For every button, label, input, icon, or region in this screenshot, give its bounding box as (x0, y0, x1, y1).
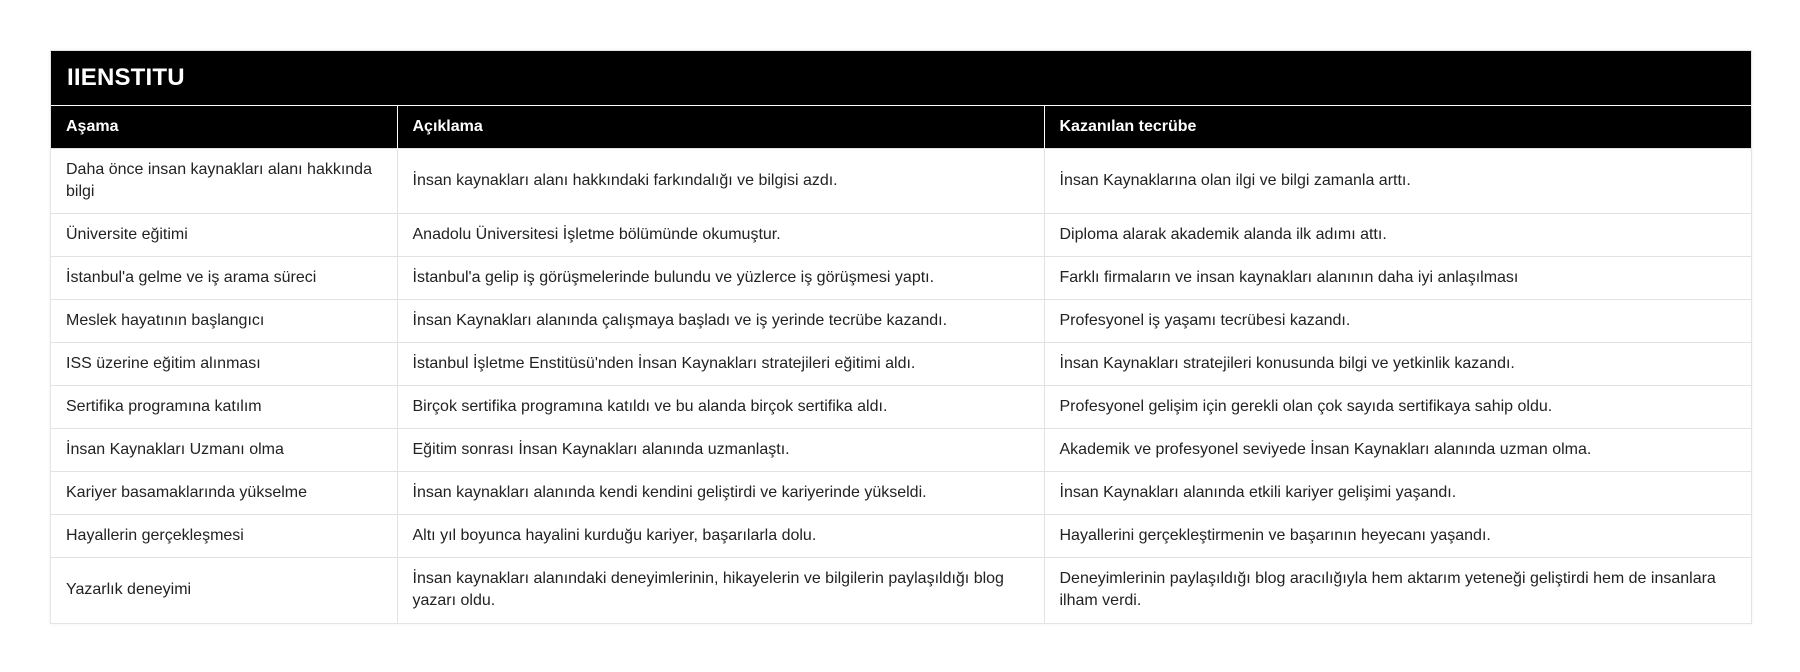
cell-description: Birçok sertifika programına katıldı ve bu alanda birçok sertifika aldı. (397, 386, 1044, 429)
cell-experience: Deneyimlerinin paylaşıldığı blog aracılığıyla hem aktarım yeteneği geliştirdi hem de insanlara ilham verdi. (1044, 558, 1751, 623)
cell-experience: Diploma alarak akademik alanda ilk adımı attı. (1044, 214, 1751, 257)
career-stages-table (51, 105, 1751, 623)
cell-experience: Farklı firmaların ve insan kaynakları alanının daha iyi anlaşılması (1044, 257, 1751, 300)
cell-stage: Daha önce insan kaynakları alanı hakkında bilgi (51, 149, 397, 214)
cell-experience: İnsan Kaynakları stratejileri konusunda bilgi ve yetkinlik kazandı. (1044, 343, 1751, 386)
cell-description: Altı yıl boyunca hayalini kurduğu kariyer, başarılarla dolu. (397, 515, 1044, 558)
cell-stage: Üniversite eğitimi (51, 214, 397, 257)
cell-stage: Kariyer basamaklarında yükselme (51, 472, 397, 515)
cell-stage: Meslek hayatının başlangıcı (51, 300, 397, 343)
cell-description: İnsan kaynakları alanı hakkındaki farkındalığı ve bilgisi azdı. (397, 149, 1044, 214)
cell-description: Anadolu Üniversitesi İşletme bölümünde okumuştur. (397, 214, 1044, 257)
table-row (51, 343, 1751, 386)
cell-stage: Hayallerin gerçekleşmesi (51, 515, 397, 558)
content-table-card (50, 50, 1752, 624)
brand-title: IIENSTITU (51, 51, 1751, 105)
column-header-experience: Kazanılan tecrübe (1044, 106, 1751, 149)
table-header-row (51, 106, 1751, 149)
table-row (51, 257, 1751, 300)
table-row (51, 429, 1751, 472)
cell-stage: İnsan Kaynakları Uzmanı olma (51, 429, 397, 472)
cell-description: İstanbul İşletme Enstitüsü'nden İnsan Kaynakları stratejileri eğitimi aldı. (397, 343, 1044, 386)
cell-description: Eğitim sonrası İnsan Kaynakları alanında uzmanlaştı. (397, 429, 1044, 472)
table-row (51, 149, 1751, 214)
cell-stage: Yazarlık deneyimi (51, 558, 397, 623)
cell-description: İnsan kaynakları alanındaki deneyimlerinin, hikayelerin ve bilgilerin paylaşıldığı blog yazarı oldu. (397, 558, 1044, 623)
cell-stage: Sertifika programına katılım (51, 386, 397, 429)
cell-experience: İnsan Kaynaklarına olan ilgi ve bilgi zamanla arttı. (1044, 149, 1751, 214)
table-row (51, 214, 1751, 257)
column-header-stage: Aşama (51, 106, 397, 149)
table-row (51, 558, 1751, 623)
cell-description: İnsan kaynakları alanında kendi kendini geliştirdi ve kariyerinde yükseldi. (397, 472, 1044, 515)
cell-stage: ISS üzerine eğitim alınması (51, 343, 397, 386)
cell-description: İstanbul'a gelip iş görüşmelerinde bulundu ve yüzlerce iş görüşmesi yaptı. (397, 257, 1044, 300)
cell-experience: Hayallerini gerçekleştirmenin ve başarının heyecanı yaşandı. (1044, 515, 1751, 558)
table-row (51, 300, 1751, 343)
table-row (51, 515, 1751, 558)
table-row (51, 386, 1751, 429)
column-header-description: Açıklama (397, 106, 1044, 149)
cell-experience: Profesyonel iş yaşamı tecrübesi kazandı. (1044, 300, 1751, 343)
cell-experience: Akademik ve profesyonel seviyede İnsan Kaynakları alanında uzman olma. (1044, 429, 1751, 472)
cell-stage: İstanbul'a gelme ve iş arama süreci (51, 257, 397, 300)
cell-description: İnsan Kaynakları alanında çalışmaya başladı ve iş yerinde tecrübe kazandı. (397, 300, 1044, 343)
cell-experience: Profesyonel gelişim için gerekli olan çok sayıda sertifikaya sahip oldu. (1044, 386, 1751, 429)
cell-experience: İnsan Kaynakları alanında etkili kariyer gelişimi yaşandı. (1044, 472, 1751, 515)
table-row (51, 472, 1751, 515)
